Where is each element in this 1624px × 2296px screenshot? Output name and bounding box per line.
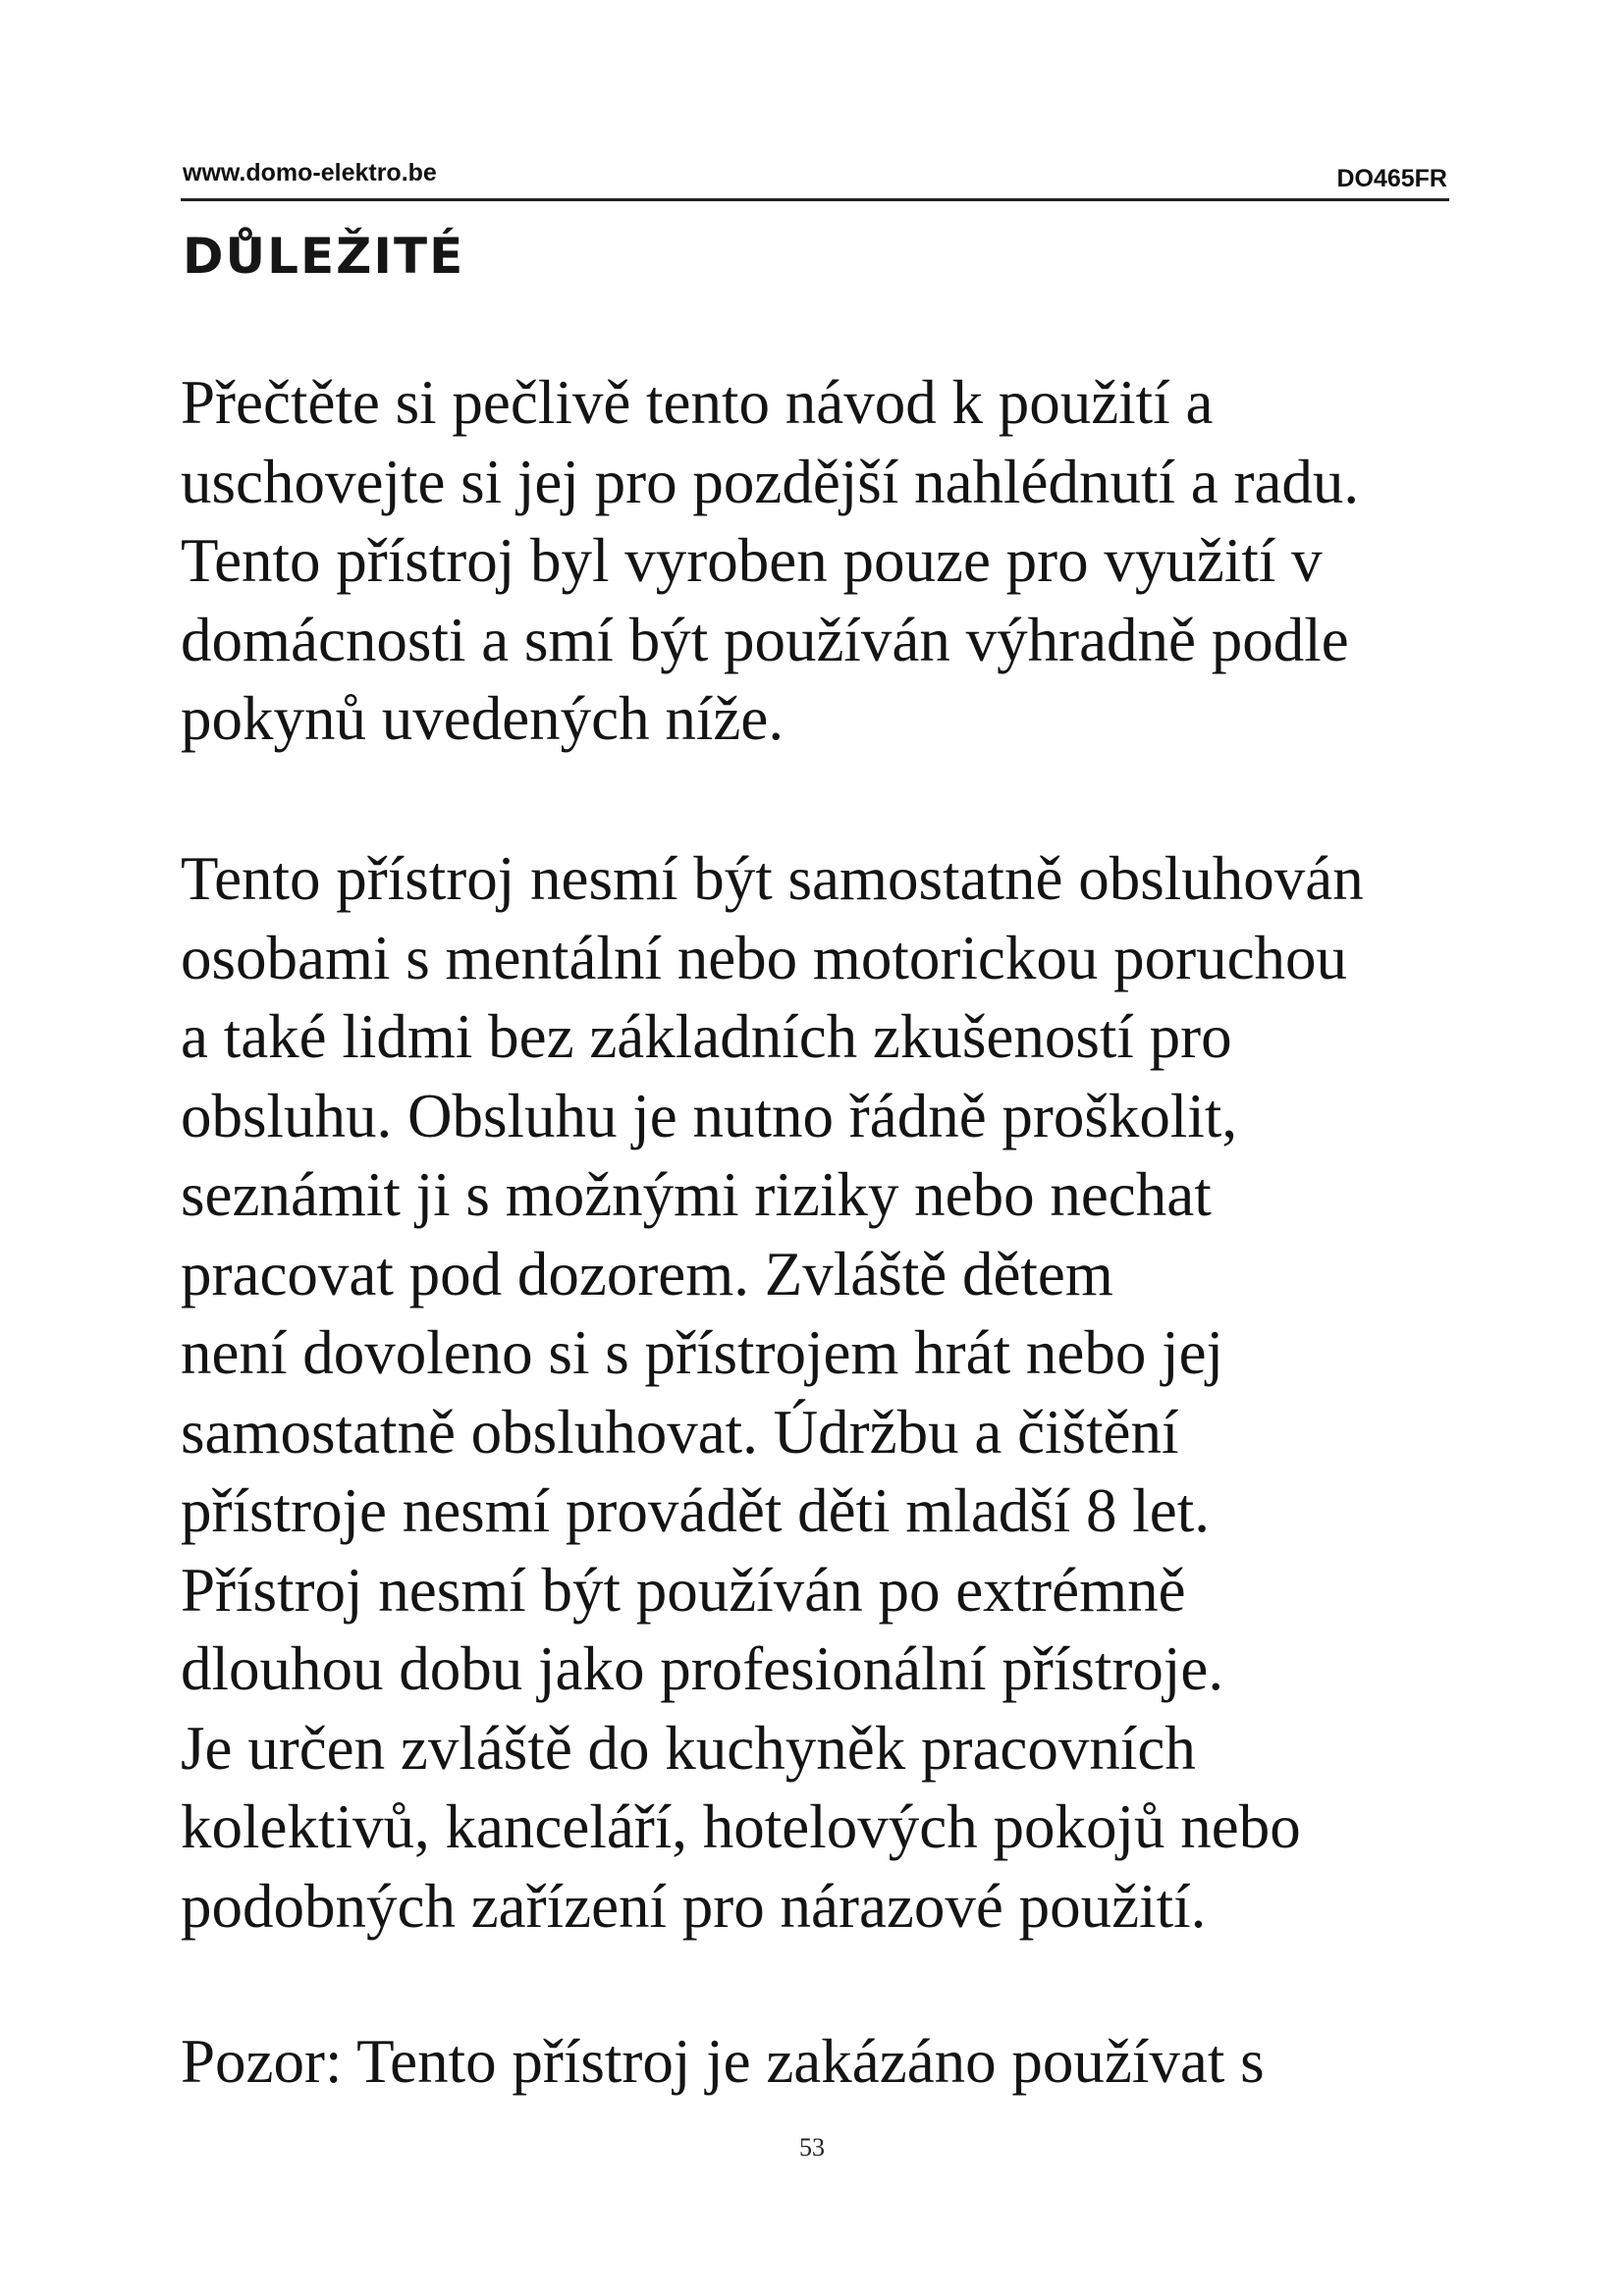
paragraph-warning [181,2022,1477,2102]
text-line: pokynů uvedených níže. [181,684,785,753]
page-number: 53 [799,2133,825,2162]
section-title: DŮLEŽITÉ [183,228,465,285]
text-line: Tento přístroj byl vyroben pouze pro využití v [181,526,1323,595]
text-line: uschovejte si jej pro pozdější nahlédnutí a radu. [181,447,1360,516]
text-line: podobných zařízení pro nárazové použití. [181,1871,1207,1941]
text-line: přístroje nesmí provádět děti mladší 8 let. [181,1476,1211,1545]
page-header [181,155,1449,201]
text-line: Přečtěte si pečlivě tento návod k použití a [181,368,1214,437]
text-line: pracovat pod dozorem. Zvláště dětem [181,1239,1113,1308]
text-line: samostatně obsluhovat. Údržbu a čištění [181,1397,1179,1467]
text-line: není dovoleno si s přístrojem hrát nebo jej [181,1318,1224,1387]
text-line: Tento přístroj nesmí být samostatně obsluhován [181,844,1364,913]
text-line: seznámit ji s možnými riziky nebo nechat [181,1160,1212,1229]
text-line: domácnosti a smí být používán výhradně podle [181,605,1349,674]
text-line: a také lidmi bez základních zkušeností pro [181,1002,1232,1071]
text-line: Pozor: Tento přístroj je zakázáno používat s [181,2027,1265,2096]
text-line: obsluhu. Obsluhu je nutno řádně proškolit, [181,1081,1238,1150]
text-line: dlouhou dobu jako profesionální přístroje. [181,1634,1224,1703]
website-url: www.domo-elektro.be [183,159,437,187]
text-line: osobami s mentální nebo motorickou poruchou [181,923,1348,992]
text-line: Je určen zvláště do kuchyněk pracovních [181,1713,1196,1783]
paragraph-safety [181,839,1477,1946]
paragraph-intro [181,363,1477,759]
text-line: Přístroj nesmí být používán po extrémně [181,1555,1186,1625]
model-number: DO465FR [1336,165,1447,192]
text-line: kolektivů, kanceláří, hotelových pokojů nebo [181,1792,1301,1861]
